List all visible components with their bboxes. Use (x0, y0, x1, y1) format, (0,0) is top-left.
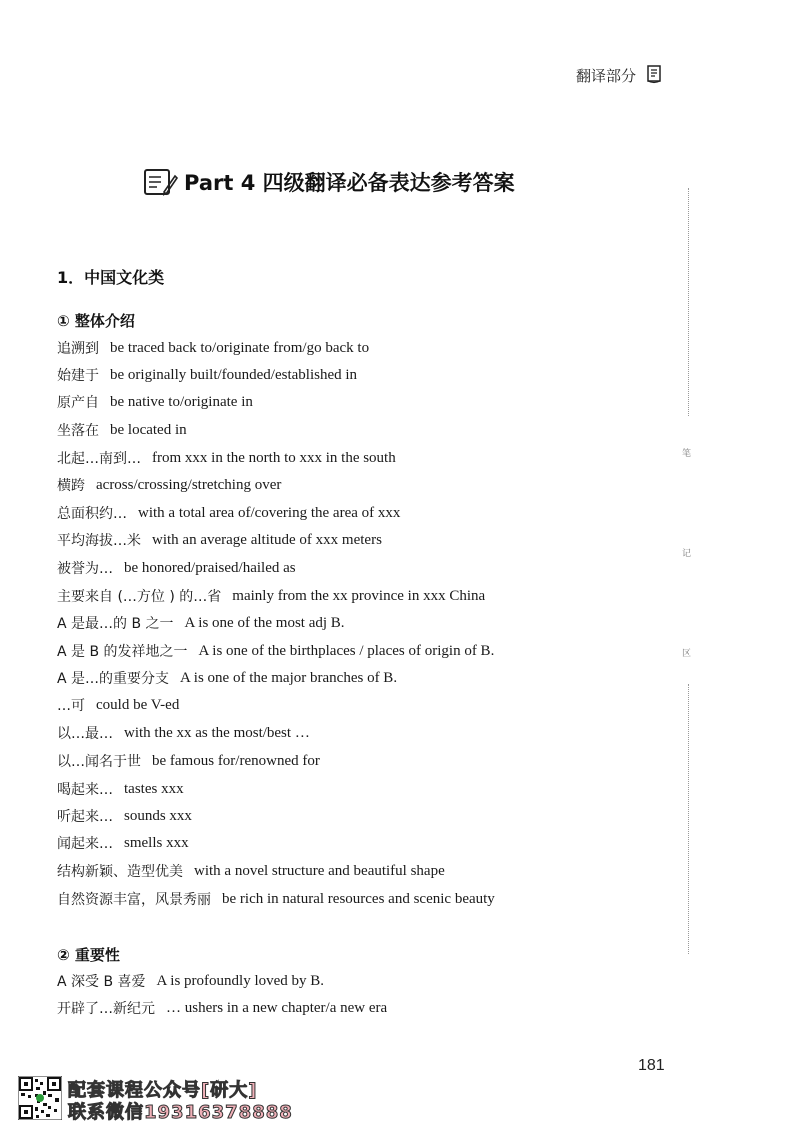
chinese-term: …可 (57, 698, 85, 714)
chinese-term: A 是…的重要分支 (57, 671, 170, 687)
chinese-term: 平均海拔…米 (57, 533, 141, 549)
list-item (57, 888, 495, 910)
book-mark-icon (646, 64, 664, 84)
chinese-term: 结构新颖、造型优美 (57, 864, 183, 880)
english-expression: mainly from the xx province in xxx China (232, 587, 486, 604)
list-item (57, 667, 397, 689)
list-item (57, 337, 369, 359)
margin-dotted-line (688, 684, 689, 954)
list-item (57, 447, 396, 469)
english-expression: from xxx in the north to xxx in the south (152, 449, 396, 466)
section-heading: 1．中国文化类 (57, 268, 165, 287)
english-expression: be traced back to/originate from/go back to (110, 339, 370, 356)
list-item (57, 529, 382, 551)
chinese-term: 追溯到 (57, 341, 99, 357)
subsection-heading: ① 整体介绍 (57, 312, 135, 330)
chinese-term: 原产自 (57, 395, 99, 411)
list-item (57, 585, 485, 607)
chinese-term: 喝起来… (57, 782, 113, 798)
chinese-term: 横跨 (57, 478, 85, 494)
list-item (57, 557, 296, 579)
english-expression: be located in (110, 421, 187, 438)
english-expression: sounds xxx (124, 807, 192, 824)
qr-code-icon (18, 1076, 62, 1120)
chinese-term: A 深受 B 喜爱 (57, 974, 146, 990)
english-expression: … ushers in a new chapter/a new era (166, 999, 388, 1016)
chinese-term: 以…最… (57, 726, 113, 742)
part-title (142, 166, 515, 198)
list-item (57, 970, 324, 992)
running-header (576, 62, 686, 88)
english-expression: be originally built/founded/established in (110, 366, 358, 383)
english-expression: A is profoundly loved by B. (156, 972, 325, 989)
list-item (57, 612, 345, 634)
list-item (57, 805, 192, 827)
chinese-term: 始建于 (57, 368, 99, 384)
chinese-term: 以…闻名于世 (57, 754, 141, 770)
side-note-label: 笔 (682, 449, 692, 459)
chinese-term: 自然资源丰富，风景秀丽 (57, 892, 211, 908)
header-section-label: 翻译部分 (576, 66, 637, 85)
english-expression: with a novel structure and beautiful shape (194, 862, 445, 879)
chinese-term: 坐落在 (57, 423, 99, 439)
english-expression: with a total area of/covering the area of xxx (138, 504, 401, 521)
english-expression: be famous for/renowned for (152, 752, 320, 769)
side-note-label: 记 (682, 549, 692, 559)
chinese-term: A 是 B 的发祥地之一 (57, 644, 188, 660)
english-expression: A is one of the major branches of B. (180, 669, 398, 686)
chinese-term: 闻起来… (57, 836, 113, 852)
subsection-heading: ② 重要性 (57, 946, 120, 964)
watermark-line: 联系微信19316378888 (68, 1102, 293, 1123)
page-number: 181 (638, 1057, 665, 1074)
notepad-pen-icon (142, 166, 178, 198)
list-item (57, 722, 310, 744)
english-expression: be rich in natural resources and scenic beauty (222, 890, 495, 907)
list-item (57, 832, 189, 854)
watermark-line: 配套课程公众号[研大] (68, 1080, 258, 1101)
list-item (57, 997, 387, 1019)
margin-dotted-line (688, 188, 689, 416)
english-expression: be honored/praised/hailed as (124, 559, 296, 576)
list-item (57, 640, 494, 662)
english-expression: with the xx as the most/best … (124, 724, 310, 741)
chinese-term: 被誉为… (57, 561, 113, 577)
chinese-term: A 是最…的 B 之一 (57, 616, 174, 632)
english-expression: be native to/originate in (110, 393, 253, 410)
list-item (57, 750, 320, 772)
list-item (57, 502, 400, 524)
chinese-term: 北起…南到… (57, 451, 141, 467)
chinese-term: 开辟了…新纪元 (57, 1001, 155, 1017)
list-item (57, 860, 445, 882)
chinese-term: 总面积约… (57, 506, 127, 522)
list-item (57, 778, 184, 800)
chinese-term: 听起来… (57, 809, 113, 825)
list-item (57, 694, 179, 716)
part-title-text: Part 4 四级翻译必备表达参考答案 (184, 171, 515, 195)
english-expression: across/crossing/stretching over (96, 476, 282, 493)
english-expression: could be V-ed (96, 696, 180, 713)
list-item (57, 391, 253, 413)
english-expression: tastes xxx (124, 780, 184, 797)
english-expression: A is one of the birthplaces / places of origin of B. (198, 642, 495, 659)
list-item (57, 474, 281, 496)
chinese-term: 主要来自 (…方位 ) 的…省 (57, 589, 222, 605)
side-note-label: 区 (682, 649, 692, 659)
list-item (57, 419, 187, 441)
english-expression: smells xxx (124, 834, 189, 851)
english-expression: A is one of the most adj B. (184, 614, 345, 631)
english-expression: with an average altitude of xxx meters (152, 531, 382, 548)
list-item (57, 364, 357, 386)
